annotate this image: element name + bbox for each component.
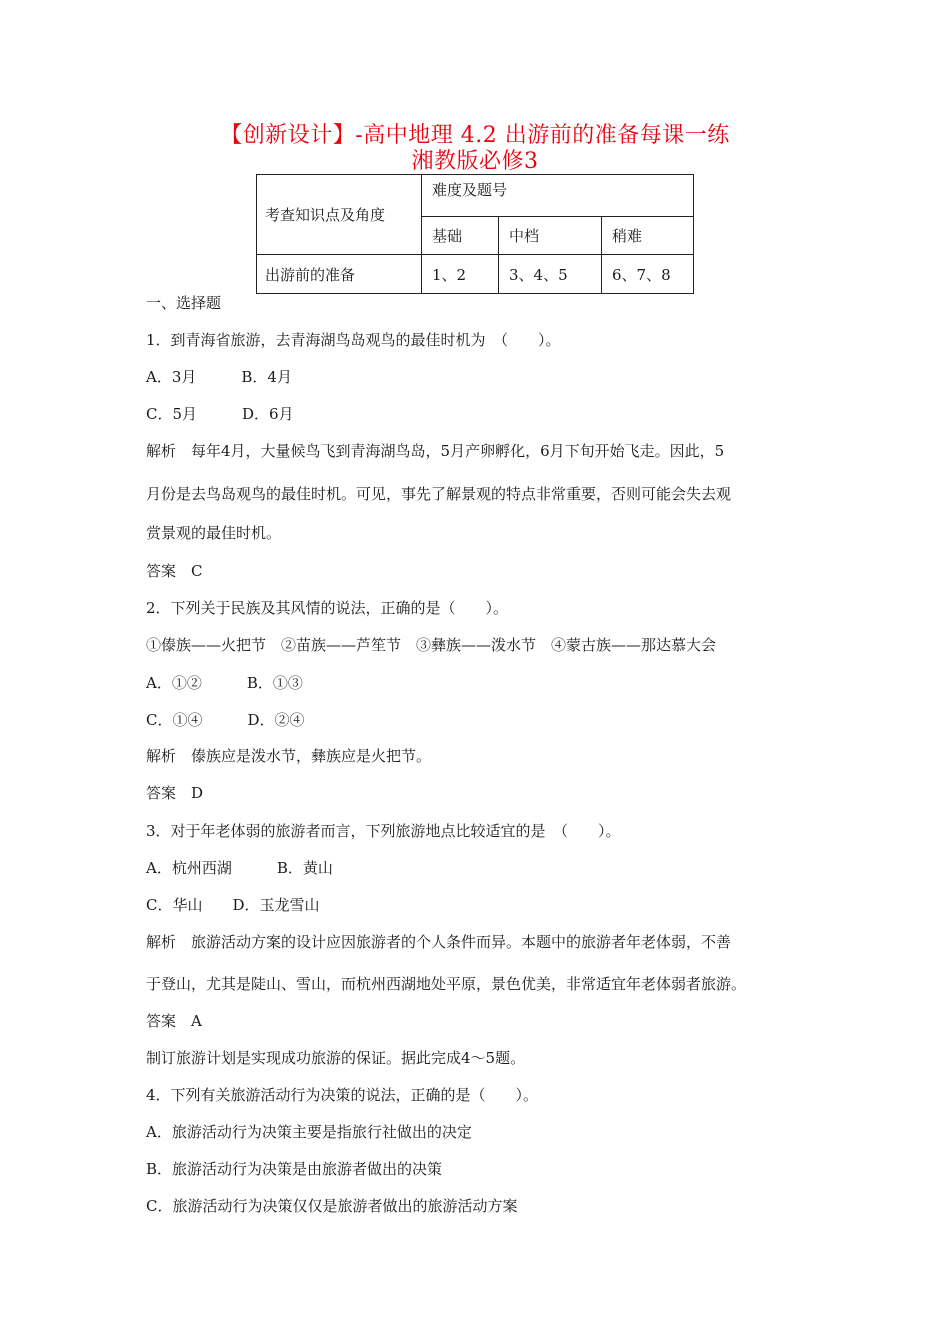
question-1-analysis: 解析 每年4月，大量候鸟飞到青海湖鸟岛，5月产卵孵化，6月下旬开始飞走。因此，5 xyxy=(146,442,725,460)
table-cell-hard: 6、7、8 xyxy=(602,255,694,294)
question-3-analysis: 解析 旅游活动方案的设计应因旅游者的个人条件而异。本题中的旅游者年老体弱，不善 xyxy=(146,933,732,951)
question-2-statements: ①傣族——火把节 ②苗族——芦笙节 ③彝族——泼水节 ④蒙古族——那达慕大会 xyxy=(146,636,717,654)
question-2-options-ab: A．①② B．①③ xyxy=(146,674,303,692)
table-header-difficulty: 难度及题号 xyxy=(422,175,694,217)
question-4-option-b: B．旅游活动行为决策是由旅游者做出的决策 xyxy=(146,1160,443,1178)
question-1-answer: 答案 C xyxy=(146,562,203,580)
section-heading: 一、选择题 xyxy=(146,294,222,312)
question-1: 1．到青海省旅游，去青海湖鸟岛观鸟的最佳时机为 （ ）。 xyxy=(146,331,561,349)
question-1-options-cd: C．5月 D．6月 xyxy=(146,405,294,423)
question-3-options-cd: C．华山 D．玉龙雪山 xyxy=(146,896,320,914)
question-4-option-a: A．旅游活动行为决策主要是指旅行社做出的决定 xyxy=(146,1123,472,1141)
question-3-analysis-cont: 于登山，尤其是陡山、雪山，而杭州西湖地处平原，景色优美，非常适宜年老体弱者旅游。 xyxy=(146,975,747,993)
question-1-analysis-cont: 月份是去鸟岛观鸟的最佳时机。可见，事先了解景观的特点非常重要，否则可能会失去观 xyxy=(146,485,732,503)
question-3-options-ab: A．杭州西湖 B．黄山 xyxy=(146,859,333,877)
question-2-options-cd: C．①④ D．②④ xyxy=(146,711,305,729)
question-4-option-c: C．旅游活动行为决策仅仅是旅游者做出的旅游活动方案 xyxy=(146,1197,518,1215)
question-3-answer: 答案 A xyxy=(146,1012,202,1030)
table-cell-basic: 1、2 xyxy=(422,255,499,294)
question-2-answer: 答案 D xyxy=(146,784,204,802)
question-1-options-ab: A．3月 B．4月 xyxy=(146,368,292,386)
document-title-line-1: 【创新设计】-高中地理 4.2 出游前的准备每课一练 xyxy=(220,123,730,148)
knowledge-difficulty-table xyxy=(256,174,694,294)
question-1-analysis-cont: 赏景观的最佳时机。 xyxy=(146,524,282,542)
question-3: 3．对于年老体弱的旅游者而言，下列旅游地点比较适宜的是 （ ）。 xyxy=(146,822,621,840)
table-header-level-hard: 稍难 xyxy=(602,217,694,255)
question-2-analysis: 解析 傣族应是泼水节，彝族应是火把节。 xyxy=(146,747,432,765)
table-header-level-basic: 基础 xyxy=(422,217,499,255)
question-4: 4．下列有关旅游活动行为决策的说法，正确的是（ ）。 xyxy=(146,1086,539,1104)
question-2: 2．下列关于民族及其风情的说法，正确的是（ ）。 xyxy=(146,599,509,617)
table-cell-medium: 3、4、5 xyxy=(499,255,602,294)
table-header-level-medium: 中档 xyxy=(499,217,602,255)
table-cell-topic: 出游前的准备 xyxy=(257,255,422,294)
question-group-intro: 制订旅游计划是实现成功旅游的保证。据此完成4～5题。 xyxy=(146,1049,526,1067)
document-title-line-2: 湘教版必修3 xyxy=(411,149,539,174)
table-header-knowledge-point: 考查知识点及角度 xyxy=(257,175,422,255)
